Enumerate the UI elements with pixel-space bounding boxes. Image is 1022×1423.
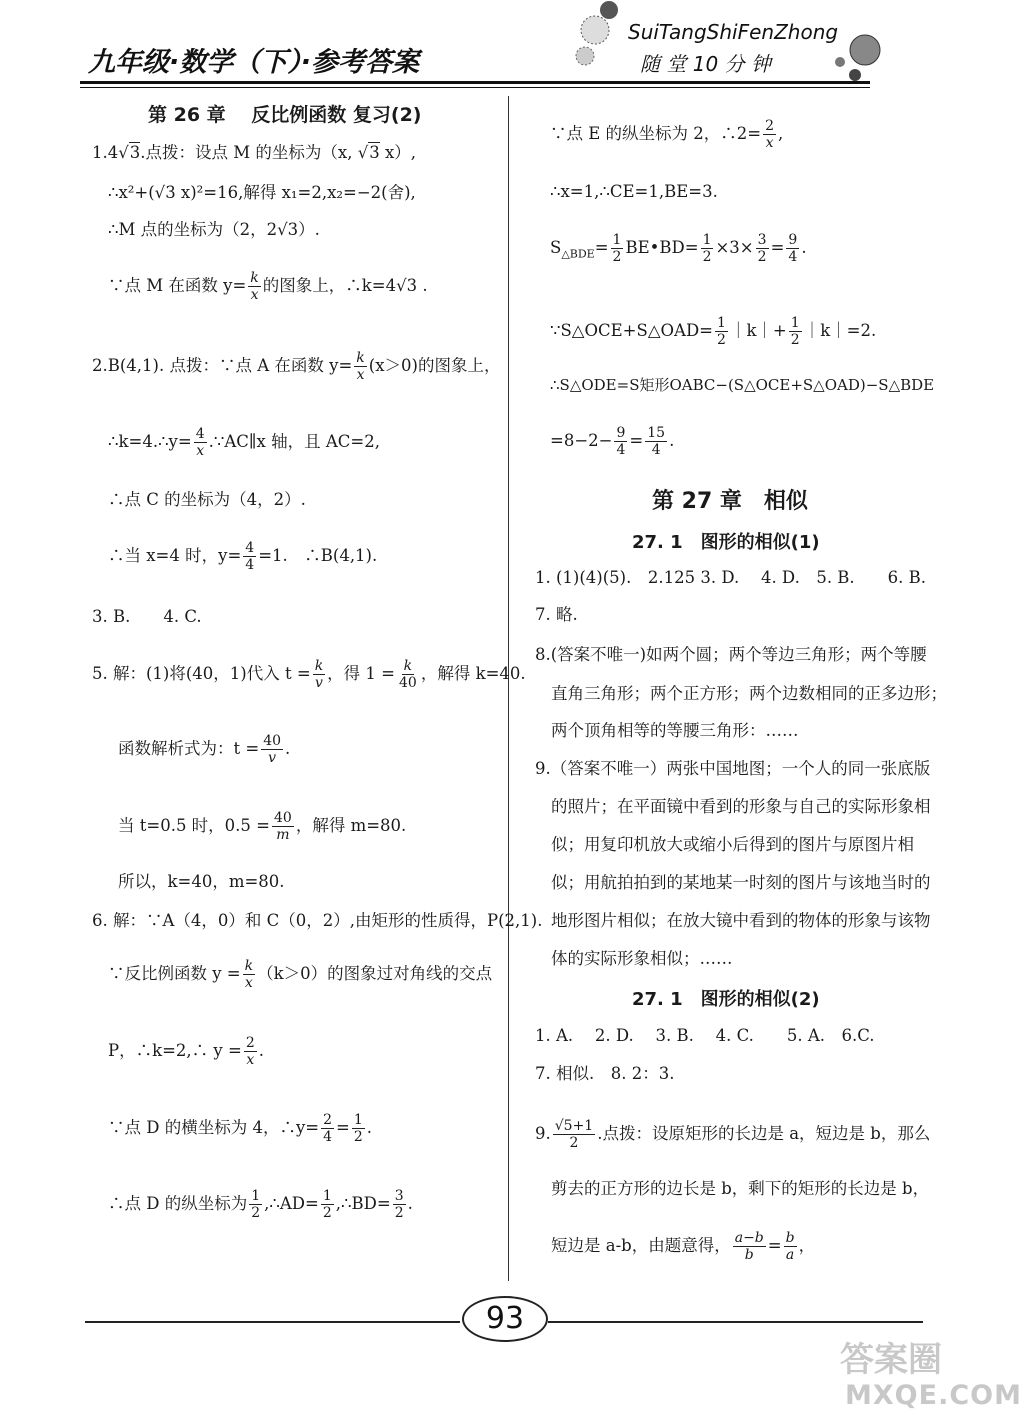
s1-line7: 的照片；在平面镜中看到的形象与自己的实际形象相 [551,797,931,816]
q6-line3: P，∴k=2,∴ y = $\frac{2}{x}$ . [108,1035,264,1068]
q2-line1: 2.B(4,1). 点拨：∵点 A 在函数 y= $\frac{k}{x}$ (x＞0)的图象上， [92,350,501,383]
frac-k-x: $\frac{k}{x}$ [250,270,259,303]
s1-line11: 体的实际形象相似；…… [551,949,733,968]
q6-line5: ∴点 D 的纵坐标为 $\frac{1}{2}$ ,∴AD= $\frac{1}{2}$ ,∴BD= $\frac{3}{2}$ . [108,1188,413,1221]
page-number: 93 [485,1301,525,1336]
section-27-1-1-title: 27. 1 图形的相似(1) [632,532,820,553]
header-title: 九年级·数学（下）·参考答案 [88,47,420,78]
q1-line3: ∴M 点的坐标为（2，2√3）. [108,220,320,239]
s1-line10: 地形图片相似；在放大镜中看到的物体的形象与该物 [551,911,931,930]
s2-line5: 短边是 a-b，由题意得， $\frac{a-b}{b}$ = $\frac{b}{a}$ ， [551,1230,816,1263]
q1-line1: 1.4√3.点拨：设点 M 的坐标为（x, √3 x）, [92,143,417,162]
s2-line2: 7. 相似. 8. 2：3. [535,1064,675,1083]
q1-line4: ∵点 M 在函数 y= $\frac{k}{x}$ 的图象上，∴k=4√3 . [108,270,428,303]
chapter-27-title: 第 27 章 相似 [652,489,808,514]
watermark-logo: 答案圈 [840,1340,942,1380]
r-line3: $S_{\triangle BDE}=$ $\frac{1}{2}$ BE•BD= $\frac{1}{2}$ ×3× $\frac{3}{2}$ = $\frac{9}{4}$ . [550,232,807,265]
s1-line4: 直角三角形；两个正方形；两个边数相同的正多边形； [551,684,947,703]
q3-q4: 3. B. 4. C. [92,607,202,626]
s2-line1: 1. A. 2. D. 3. B. 4. C. 5. A. 6.C. [535,1026,875,1045]
q5-line2: 函数解析式为：t = $\frac{40}{v}$ . [118,733,291,766]
footer-rule-right [548,1321,923,1323]
q6-line4: ∵点 D 的横坐标为 4，∴y= $\frac{2}{4}$ = $\frac{1}{2}$ . [108,1112,373,1145]
r-line2: ∴x=1,∴CE=1,BE=3. [550,182,718,201]
q5-line1: 5. 解：(1)将(40，1)代入 t = $\frac{k}{v}$ ，得 1 = $\frac{k}{40}$ ，解得 k=40. [92,658,526,691]
r-line5: ∴S△ODE=S矩形OABC−(S△OCE+S△OAD)−S△BDE [550,376,935,394]
q6-line1: 6. 解：∵A（4，0）和 C（0，2）,由矩形的性质得，P(2,1). [92,911,543,930]
s1-line5: 两个顶角相等的等腰三角形：…… [551,721,799,740]
s1-line8: 似；用复印机放大或缩小后得到的图片与原图片相 [551,835,914,854]
s2-line4: 剪去的正方形的边长是 b，剩下的矩形的长边是 b， [551,1179,930,1198]
q2-line3: ∴点 C 的坐标为（4，2）. [108,490,306,509]
s1-line1: 1. (1)(4)(5). 2.125 3. D. 4. D. 5. B. 6. B. [535,568,927,587]
q6-line2: ∵反比例函数 y = $\frac{k}{x}$ （k＞0）的图象过对角线的交点 [108,958,493,991]
r-line6: =8−2− $\frac{9}{4}$ = $\frac{15}{4}$ . [550,425,675,458]
s1-line3: 8.(答案不唯一)如两个圆；两个等边三角形；两个等腰 [535,645,927,664]
s2-line3: 9. $\frac{√5+1}{2}$ .点拨：设原矩形的长边是 a，短边是 b，那么 [535,1118,931,1151]
q2-line4: ∴当 x=4 时，y= $\frac{4}{4}$ =1. ∴B(4,1). [108,540,378,573]
section-27-1-2-title: 27. 1 图形的相似(2) [632,989,820,1010]
r-line4: ∵S△OCE+S△OAD= $\frac{1}{2}$ ｜k｜+ $\frac{1}{2}$ ｜k｜=2. [550,315,877,348]
brand-cn: 随 堂 10 分 钟 [640,52,771,76]
s1-line9: 似；用航拍拍到的某地某一时刻的图片与该地当时的 [551,873,931,892]
s1-line6: 9.（答案不唯一）两张中国地图；一个人的同一张底版 [535,759,931,778]
watermark-url: MXQE.COM [845,1380,1022,1411]
r-line1: ∵点 E 的纵坐标为 2，∴2= $\frac{2}{x}$ , [550,118,784,151]
q5-line4: 所以，k=40，m=80. [118,872,285,891]
section-title-26: 第 26 章 反比例函数 复习(2) [148,104,422,126]
decorative-balls-icon [555,0,895,95]
footer-rule-left [85,1321,460,1323]
brand-latin: SuiTangShiFenZhong [628,20,839,44]
s1-line2: 7. 略. [535,605,578,624]
q2-line2: ∴k=4.∴y= $\frac{4}{x}$ .∵AC∥x 轴，且 AC=2, [108,426,380,459]
q5-line3: 当 t=0.5 时，0.5 = $\frac{40}{m}$ ，解得 m=80. [118,810,407,843]
q1-line2: ∴x²+(√3 x)²=16,解得 x₁=2,x₂=−2(舍), [108,183,416,202]
